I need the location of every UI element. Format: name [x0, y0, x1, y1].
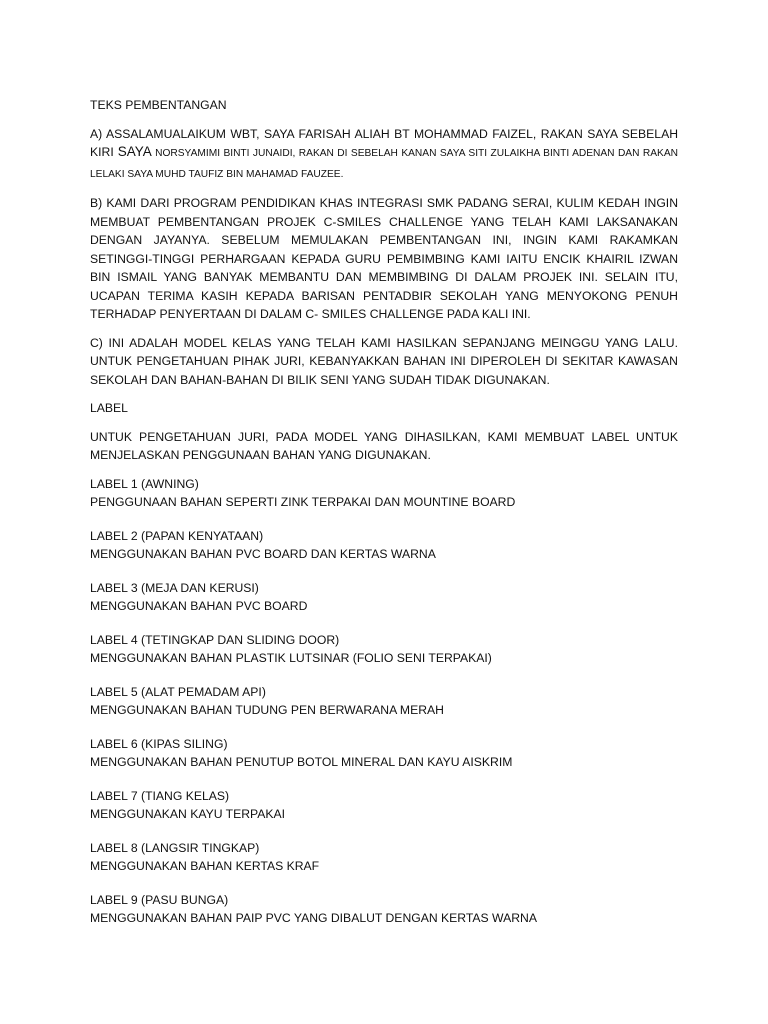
- label-title: LABEL 2 (PAPAN KENYATAAN): [90, 528, 264, 543]
- label-item: [90, 579, 678, 616]
- label-title: LABEL 6 (KIPAS SILING): [90, 736, 228, 751]
- label-item: [90, 631, 678, 668]
- label-description: MENGGUNAKAN BAHAN KERTAS KRAF: [90, 859, 320, 873]
- paragraph-a: [90, 125, 678, 185]
- document-title: TEKS PEMBENTANGAN: [90, 98, 227, 112]
- label-title: LABEL 9 (PASU BUNGA): [90, 892, 229, 907]
- label-intro: UNTUK PENGETAHUAN JURI, PADA MODEL YANG DIHASILKAN, KAMI MEMBUAT LABEL UNTUK MENJELASKAN PENGGUNAAN BAHAN YANG DIGUNAKAN.: [90, 429, 678, 462]
- label-item: [90, 787, 678, 824]
- label-item: [90, 527, 678, 564]
- label-title: LABEL 5 (ALAT PEMADAM API): [90, 684, 266, 699]
- label-description: MENGGUNAKAN BAHAN PVC BOARD: [90, 599, 308, 613]
- label-description: PENGGUNAAN BAHAN SEPERTI ZINK TERPAKAI DAN MOUNTINE BOARD: [90, 495, 516, 509]
- label-description: MENGGUNAKAN BAHAN PAIP PVC YANG DIBALUT DENGAN KERTAS WARNA: [90, 911, 537, 925]
- paragraph-b: B) KAMI DARI PROGRAM PENDIDIKAN KHAS INTEGRASI SMK PADANG SERAI, KULIM KEDAH INGIN MEMBUAT PEMBENTANGAN PROJEK C-SMILES CHALLENGE YANG TELAH KAMI LAKSANAKAN DENGAN JAYANYA. SEBELUM MEMULAKAN PEMBENTANGAN INI, INGIN KAMI RAKAMKAN SETINGGI-TINGGI PERHARGAAN KEPADA GURU PEMBIMBING KAMI IAITU ENCIK KHAIRIL IZWAN BIN ISMAIL YANG BANYAK MEMBANTU DAN MEMBIMBING DI DALAM PROJEK INI. SELAIN ITU, UCAPAN TERIMA KASIH KEPADA BARISAN PENTADBIR SEKOLAH YANG MENYOKONG PENUH TERHADAP PENYERTAAN DI DALAM C- SMILES CHALLENGE PADA KALI INI.: [90, 196, 678, 321]
- label-item: [90, 475, 678, 512]
- document-page: [90, 96, 678, 943]
- paragraph-a-saya: SAYA: [117, 144, 152, 159]
- label-item: [90, 683, 678, 720]
- paragraph-a-names: NORSYAMIMI BINTI JUNAIDI, RAKAN DI SEBELAH KANAN SAYA SITI ZULAIKHA BINTI ADENAN DAN RAKAN LELAKI SAYA MUHD TAUFIZ BIN MAHAMAD FAUZEE.: [90, 148, 678, 180]
- label-description: MENGGUNAKAN BAHAN TUDUNG PEN BERWARANA MERAH: [90, 703, 444, 717]
- label-list: [90, 475, 678, 928]
- label-description: MENGGUNAKAN BAHAN PENUTUP BOTOL MINERAL DAN KAYU AISKRIM: [90, 755, 513, 769]
- label-item: [90, 839, 678, 876]
- label-title: LABEL 4 (TETINGKAP DAN SLIDING DOOR): [90, 632, 340, 647]
- label-title: LABEL 8 (LANGSIR TINGKAP): [90, 840, 260, 855]
- label-item: [90, 735, 678, 772]
- paragraph-c: C) INI ADALAH MODEL KELAS YANG TELAH KAMI HASILKAN SEPANJANG MEINGGU YANG LALU. UNTUK PENGETAHUAN PIHAK JURI, KEBANYAKKAN BAHAN INI DIPEROLEH DI SEKITAR KAWASAN SEKOLAH DAN BAHAN-BAHAN DI BILIK SENI YANG SUDAH TIDAK DIGUNAKAN.: [90, 335, 678, 387]
- label-heading: LABEL: [90, 401, 128, 415]
- label-description: MENGGUNAKAN BAHAN PLASTIK LUTSINAR (FOLIO SENI TERPAKAI): [90, 651, 492, 665]
- label-title: LABEL 3 (MEJA DAN KERUSI): [90, 580, 259, 595]
- label-title: LABEL 7 (TIANG KELAS): [90, 788, 230, 803]
- label-description: MENGGUNAKAN KAYU TERPAKAI: [90, 807, 286, 821]
- label-description: MENGGUNAKAN BAHAN PVC BOARD DAN KERTAS WARNA: [90, 547, 436, 561]
- label-title: LABEL 1 (AWNING): [90, 476, 199, 491]
- label-item: [90, 891, 678, 928]
- paragraph-a-text: A) ASSALAMUALAIKUM WBT, SAYA FARISAH ALIAH BT MOHAMMAD FAIZEL, RAKAN SAYA SEBELAH KIRI: [90, 126, 678, 159]
